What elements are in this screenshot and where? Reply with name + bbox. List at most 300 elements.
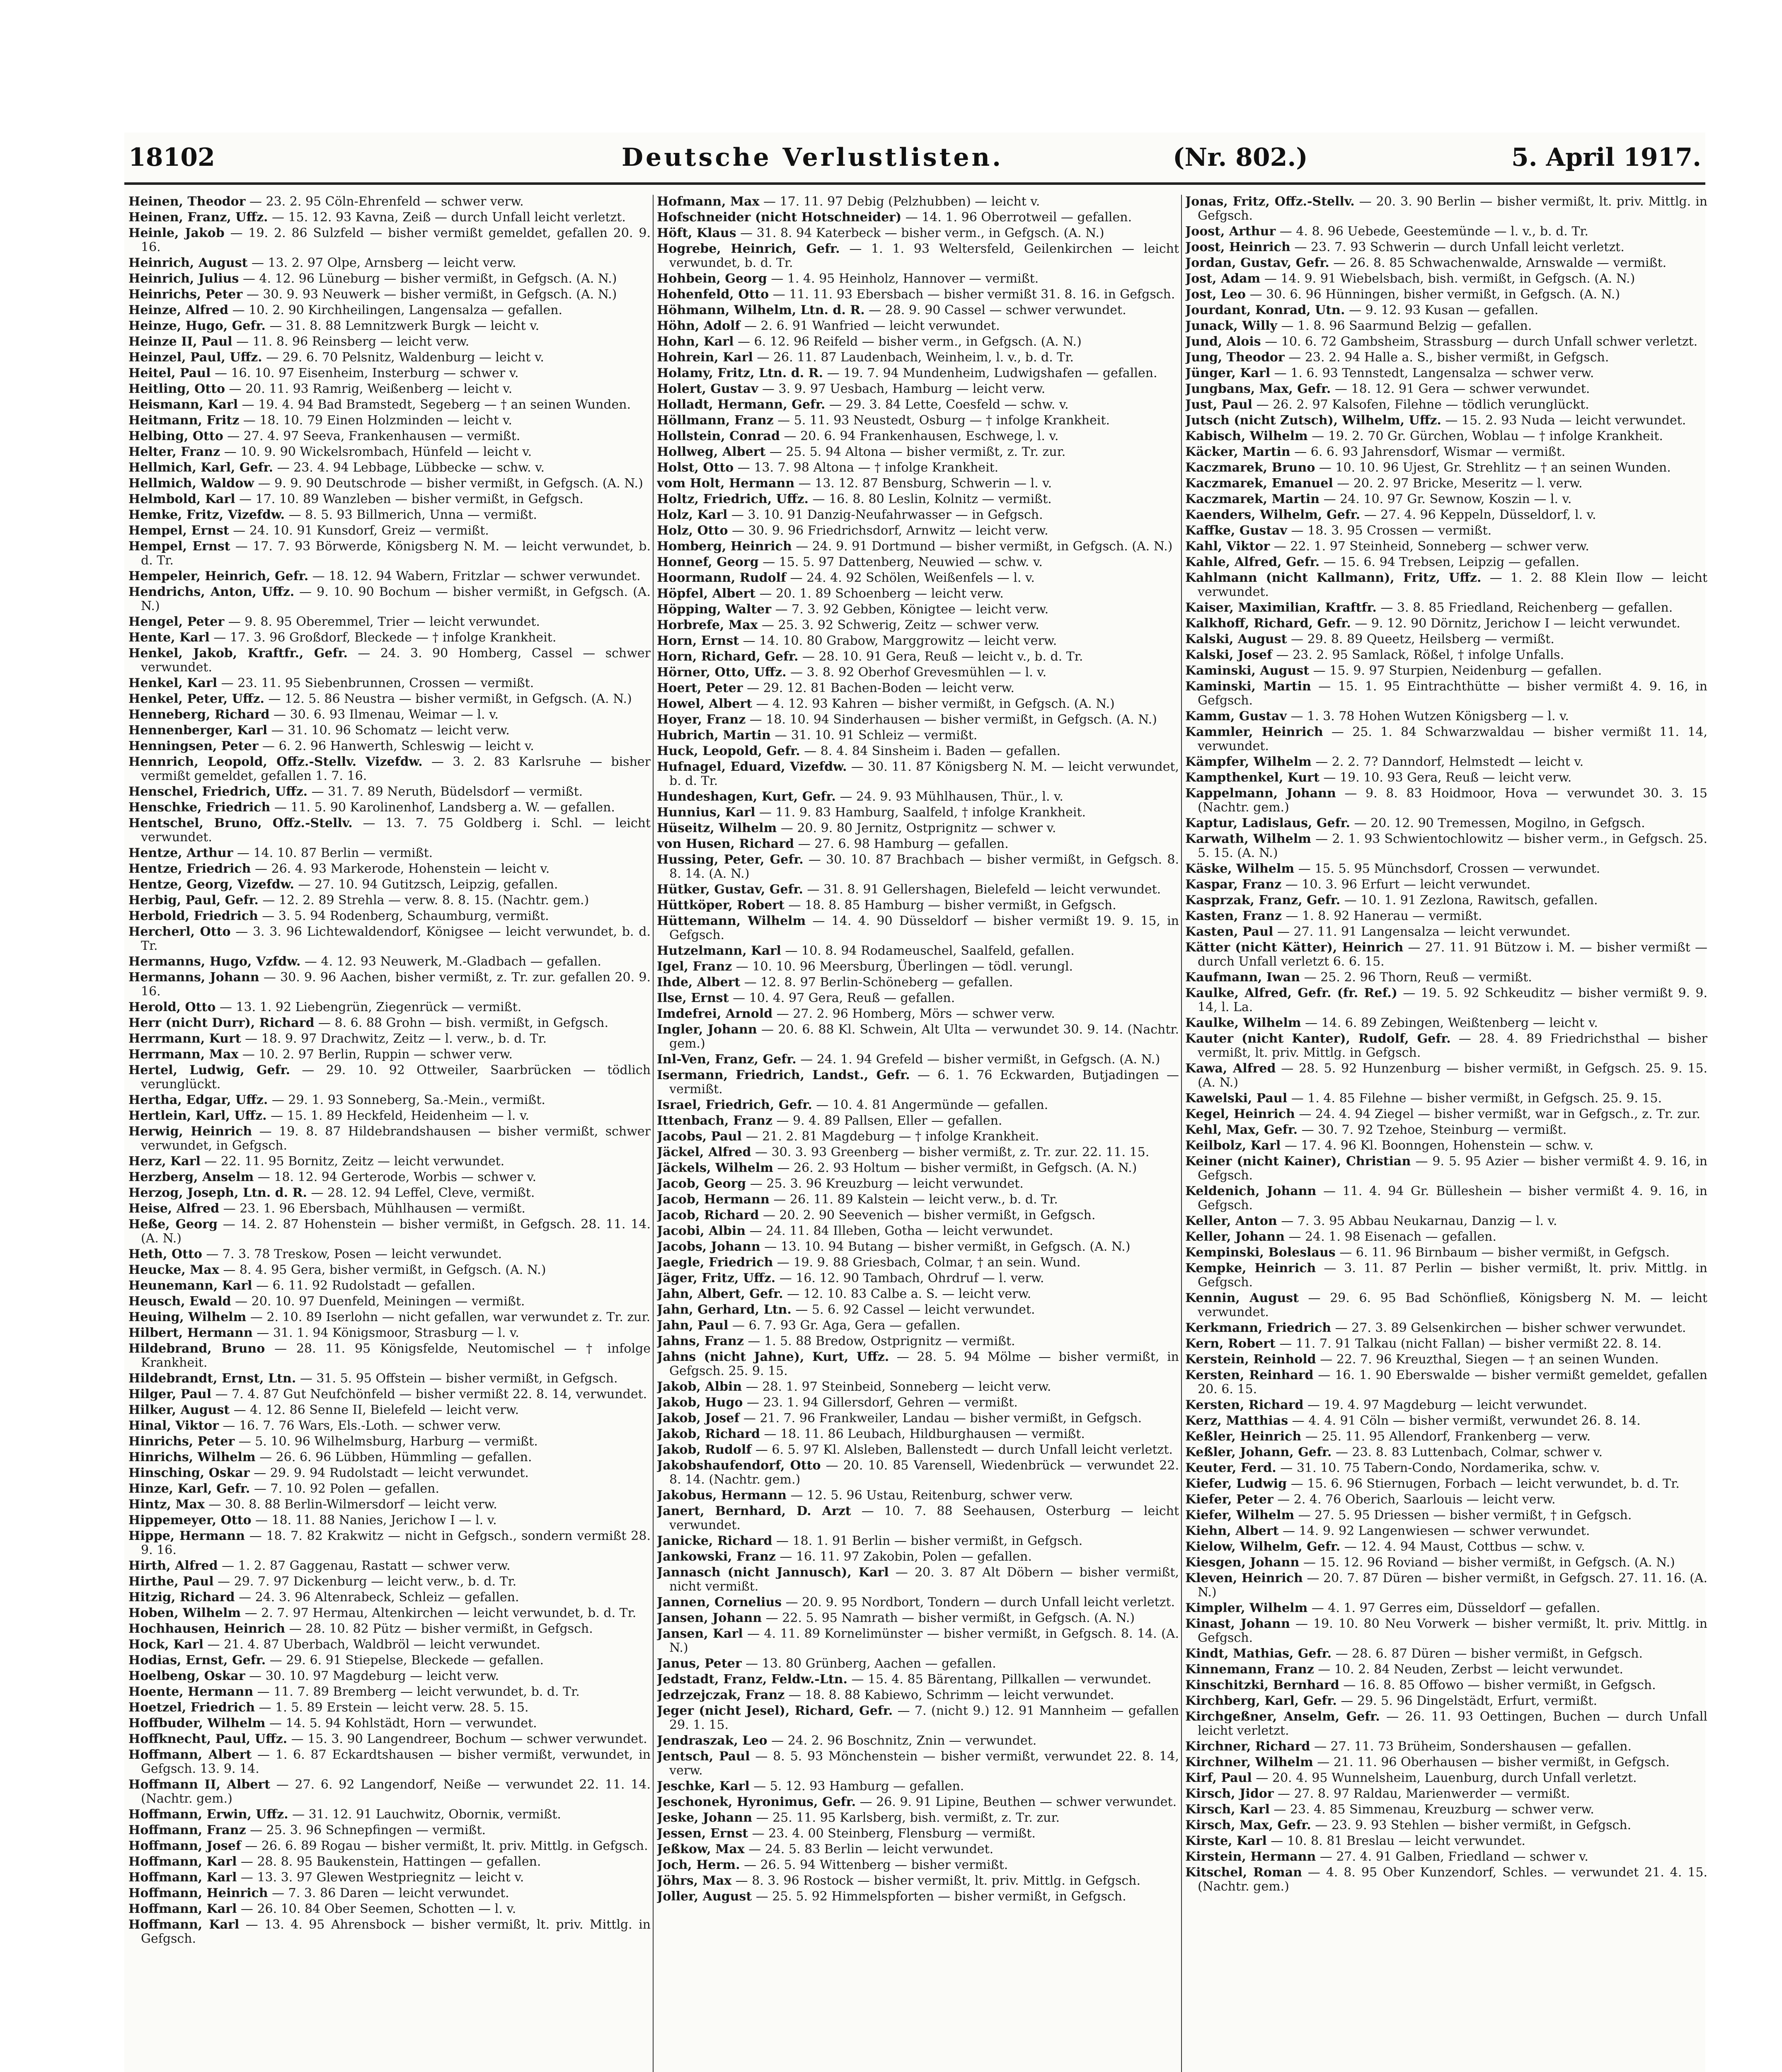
entry-name: Kempinski, Boleslaus xyxy=(1185,1245,1336,1260)
entry-name: Ilse, Ernst xyxy=(657,991,729,1005)
entry-details: — 24. 1. 94 Grefeld — bisher vermißt, in Gefgsch. (A. N.) xyxy=(796,1052,1160,1067)
entry-details: — 29. 8. 89 Queetz, Heilsberg — vermißt. xyxy=(1287,632,1554,646)
entry-details: — 12. 2. 89 Strehla — verw. 8. 8. 15. (Nachtr. gem.) xyxy=(258,893,589,908)
entry-details: — 17. 11. 97 Debig (Pelzhubben) — leicht v. xyxy=(759,195,1040,209)
casualty-entry xyxy=(1185,755,1707,769)
entry-name: Hercherl, Otto xyxy=(128,925,231,939)
casualty-entry xyxy=(128,631,651,645)
entry-details: — 29. 6. 70 Pelsnitz, Waldenburg — leicht v. xyxy=(262,350,544,365)
entry-name: Heusch, Ewald xyxy=(128,1294,231,1309)
casualty-entry xyxy=(657,837,1179,851)
casualty-entry xyxy=(657,477,1179,491)
entry-name: Kempke, Heinrich xyxy=(1185,1261,1316,1276)
casualty-entry xyxy=(128,1590,651,1605)
entry-details: — 21. 2. 81 Magdeburg — † infolge Krankheit. xyxy=(742,1129,1039,1144)
entry-name: Kersten, Reinhard xyxy=(1185,1368,1314,1382)
casualty-entry xyxy=(657,414,1179,428)
casualty-entry xyxy=(128,1748,651,1776)
entry-details: — 12. 8. 97 Berlin-Schöneberg — gefallen. xyxy=(740,975,1013,990)
casualty-entry xyxy=(657,1704,1179,1732)
entry-name: Heinrich, August xyxy=(128,256,248,270)
entry-name: Hirth, Alfred xyxy=(128,1559,218,1573)
casualty-entry xyxy=(657,960,1179,974)
entry-details: — 23. 9. 93 Stehlen — bisher vermißt, in Gefgsch. xyxy=(1311,1818,1632,1832)
casualty-entry xyxy=(128,1669,651,1683)
casualty-entry xyxy=(1185,1771,1707,1785)
entry-details: — 1. 8. 92 Hanerau — vermißt. xyxy=(1281,909,1482,923)
casualty-entry xyxy=(128,445,651,459)
casualty-entry xyxy=(1185,1155,1707,1183)
entry-details: — 13. 1. 92 Liebengrün, Ziegenrück — vermißt. xyxy=(215,1000,522,1014)
casualty-entry xyxy=(657,1673,1179,1687)
entry-name: Jahns (nicht Jahne), Kurt, Uffz. xyxy=(657,1350,889,1364)
entry-name: Jessen, Ernst xyxy=(657,1826,748,1841)
casualty-entry xyxy=(657,1319,1179,1333)
entry-name: Höpfel, Albert xyxy=(657,586,756,601)
entry-details: — 4. 4. 91 Cöln — bisher vermißt, verwundet 26. 8. 14. xyxy=(1288,1414,1641,1428)
casualty-entry xyxy=(128,1403,651,1417)
entry-name: Kitschel, Roman xyxy=(1185,1865,1302,1880)
casualty-entry xyxy=(657,1240,1179,1254)
issue-number: (Nr. 802.) xyxy=(1173,143,1308,172)
entry-details: — 28. 8. 95 Baukenstein, Hattingen — gefallen. xyxy=(237,1854,541,1869)
entry-name: Herbold, Friedrich xyxy=(128,909,258,923)
entry-name: Jakobus, Hermann xyxy=(657,1488,787,1503)
entry-details: — 13. 3. 97 Glewen Westpriegnitz — leicht v. xyxy=(237,1870,524,1885)
entry-details: — 26. 11. 93 Oettingen, Buchen — durch Unfall leicht verletzt. xyxy=(1198,1709,1707,1738)
entry-name: Hemke, Fritz, Vizefdw. xyxy=(128,508,285,522)
entry-details: — 19. 7. 94 Mundenheim, Ludwigshafen — gefallen. xyxy=(823,366,1157,380)
entry-name: Jost, Leo xyxy=(1185,287,1246,302)
casualty-entry xyxy=(128,1372,651,1386)
casualty-entry xyxy=(657,1114,1179,1128)
casualty-entry xyxy=(1185,1107,1707,1121)
casualty-entry xyxy=(1185,1461,1707,1475)
entry-details: — 14. 10. 87 Berlin — vermißt. xyxy=(233,846,433,860)
entry-details: — 4. 12. 86 Senne II, Bielefeld — leicht verw. xyxy=(230,1403,519,1417)
entry-name: Hildebrand, Bruno xyxy=(128,1341,265,1356)
casualty-entry xyxy=(1185,1540,1707,1554)
entry-details: — 15. 5. 97 Dattenberg, Neuwied — schw. v. xyxy=(758,555,1043,569)
entry-name: Henneberg, Richard xyxy=(128,707,270,722)
casualty-entry xyxy=(657,382,1179,396)
casualty-entry xyxy=(128,335,651,349)
entry-name: Hoffmann, Josef xyxy=(128,1839,241,1853)
entry-name: Kasprzak, Franz, Gefr. xyxy=(1185,893,1341,908)
casualty-entry xyxy=(128,893,651,908)
entry-details: — 14. 2. 87 Hohenstein — bisher vermißt, in Gefgsch. 28. 11. 14. (A. N.) xyxy=(141,1217,651,1246)
entry-name: Hilger, Paul xyxy=(128,1387,212,1402)
casualty-entry xyxy=(128,1716,651,1731)
entry-details: — 27. 2. 96 Homberg, Mörs — schwer verw. xyxy=(772,1007,1055,1021)
casualty-entry xyxy=(1185,1818,1707,1832)
casualty-entry xyxy=(128,1032,651,1046)
entry-details: — 27. 11. 91 Langensalza — leicht verwundet. xyxy=(1273,925,1571,939)
entry-name: Kaczmarek, Bruno xyxy=(1185,460,1315,475)
entry-details: — 18. 7. 82 Krakwitz — nicht in Gefgsch., sondern vermißt 28. 9. 16. xyxy=(141,1529,651,1557)
entry-details: — 5. 10. 96 Wilhelmsburg, Harburg — vermißt. xyxy=(235,1434,538,1449)
entry-details: — 10. 8. 94 Rodameuschel, Saalfeld, gefallen. xyxy=(781,944,1075,958)
entry-name: Isermann, Friedrich, Landst., Gefr. xyxy=(657,1068,910,1082)
casualty-entry xyxy=(1185,1230,1707,1244)
entry-details: — 28. 5. 94 Mölme — bisher vermißt, in Gefgsch. 25. 9. 15. xyxy=(669,1350,1179,1378)
casualty-entry xyxy=(128,1218,651,1246)
casualty-entry xyxy=(128,272,651,286)
entry-name: Hüttköper, Robert xyxy=(657,898,784,913)
entry-name: Junack, Willy xyxy=(1185,319,1277,333)
entry-name: Kinschitzki, Bernhard xyxy=(1185,1678,1339,1692)
entry-details: — 25. 11. 95 Karlsberg, bish. vermißt, z. Tr. zur. xyxy=(752,1811,1060,1825)
entry-name: Jund, Alois xyxy=(1185,334,1261,349)
entry-details: — 31. 8. 88 Lemnitzwerk Burgk — leicht v. xyxy=(265,319,540,333)
entry-name: Kirsch, Jidor xyxy=(1185,1786,1274,1801)
casualty-entry xyxy=(128,1419,651,1433)
entry-name: Heitling, Otto xyxy=(128,382,225,396)
entry-details: — 4. 12. 96 Lüneburg — bisher vermißt, in Gefgsch. (A. N.) xyxy=(239,271,617,286)
entry-name: Kaiser, Maximilian, Kraftfr. xyxy=(1185,600,1377,615)
casualty-entry xyxy=(1185,1803,1707,1817)
entry-details: — 20. 2. 97 Bricke, Meseritz — l. verw. xyxy=(1333,476,1583,491)
casualty-entry xyxy=(128,1685,651,1699)
entry-details: — 30. 6. 96 Hünningen, bisher vermißt, in Gefgsch. (A. N.) xyxy=(1246,287,1620,302)
casualty-entry xyxy=(1185,617,1707,631)
casualty-entry xyxy=(1185,445,1707,459)
entry-details: — 11. 7. 89 Bremberg — leicht verwundet, b. d. Tr. xyxy=(253,1685,580,1699)
entry-name: Jentsch, Paul xyxy=(657,1749,750,1764)
entry-name: Hutzelmann, Karl xyxy=(657,944,781,958)
entry-details: — 14. 1. 96 Oberrotweil — gefallen. xyxy=(901,210,1132,225)
entry-details: — 15. 1. 89 Heckfeld, Heidenheim — l. v. xyxy=(266,1109,529,1123)
casualty-entry xyxy=(128,1186,651,1200)
casualty-entry xyxy=(1185,909,1707,923)
entry-details: — 1. 1. 93 Weltersfeld, Geilenkirchen — leicht verwundet, b. d. Tr. xyxy=(669,242,1179,270)
entry-name: Kauter (nicht Kanter), Rudolf, Gefr. xyxy=(1185,1031,1451,1046)
entry-name: Hohn, Karl xyxy=(657,334,734,349)
entry-details: — 13. 4. 95 Ahrensbock — bisher vermißt, lt. priv. Mittlg. in Gefgsch. xyxy=(141,1917,651,1946)
casualty-entry xyxy=(657,524,1179,538)
issue-date: 5. April 1917. xyxy=(1511,143,1701,172)
entry-name: Jeske, Johann xyxy=(657,1811,753,1825)
entry-details: — 13. 80 Grünberg, Aachen — gefallen. xyxy=(741,1656,996,1671)
entry-details: — 16. 10. 97 Eisenheim, Insterburg — schwer v. xyxy=(211,366,519,380)
entry-name: Kahlmann (nicht Kallmann), Fritz, Uffz. xyxy=(1185,571,1482,585)
entry-details: — 25. 11. 95 Allendorf, Frankenberg — verw. xyxy=(1301,1429,1591,1444)
entry-details: — 27. 10. 94 Gutitzsch, Leipzig, gefallen. xyxy=(294,877,558,892)
entry-details: — 15. 9. 97 Sturpien, Neidenburg — gefallen. xyxy=(1309,663,1602,678)
entry-details: — 10. 7. 88 Seehausen, Osterburg — leicht verwundet. xyxy=(669,1504,1179,1532)
casualty-entry xyxy=(657,1795,1179,1809)
casualty-entry xyxy=(1185,1710,1707,1738)
entry-details: — 3. 8. 85 Friedland, Reichenberg — gefallen. xyxy=(1376,600,1673,615)
entry-details: — 11. 5. 90 Karolinenhof, Landsberg a. W. — gefallen. xyxy=(270,800,615,815)
entry-name: Jäckels, Wilhelm xyxy=(657,1161,773,1175)
casualty-entry xyxy=(1185,1477,1707,1491)
entry-details: — 20. 6. 94 Frankenhausen, Eschwege, l. v. xyxy=(780,429,1059,443)
entry-details: — 6. 5. 97 Kl. Alsleben, Ballenstedt — durch Unfall leicht verletzt. xyxy=(751,1443,1173,1457)
entry-name: Israel, Friedrich, Gefr. xyxy=(657,1098,812,1112)
casualty-entry xyxy=(128,195,651,209)
page-number: 18102 xyxy=(128,143,215,172)
casualty-entry xyxy=(1185,1850,1707,1864)
entry-details: — 3. 2. 83 Karlsruhe — bisher vermißt gemeldet, gefallen 1. 7. 16. xyxy=(141,755,651,783)
entry-details: — 13. 10. 94 Butang — bisher vermißt, in Gefgsch. (A. N.) xyxy=(760,1239,1131,1254)
casualty-entry xyxy=(1185,986,1707,1014)
entry-name: Helmbold, Karl xyxy=(128,492,235,506)
entry-name: Heucke, Max xyxy=(128,1263,219,1277)
entry-name: Höllmann, Franz xyxy=(657,413,774,428)
casualty-entry xyxy=(128,1482,651,1496)
casualty-entry xyxy=(128,878,651,892)
entry-details: — 19. 9. 88 Griesbach, Colmar, † an sein. Wund. xyxy=(773,1255,1081,1270)
entry-details: — 19. 4. 94 Bad Bramstedt, Segeberg — † an seinen Wunden. xyxy=(238,397,631,412)
casualty-entry xyxy=(657,650,1179,664)
entry-name: Jakobshaufendorf, Otto xyxy=(657,1458,821,1473)
casualty-entry xyxy=(1185,1647,1707,1661)
casualty-entry xyxy=(657,1779,1179,1794)
entry-details: — 3. 8. 92 Oberhof Grevesmühlen — l. v. xyxy=(786,665,1047,680)
entry-name: Kaptur, Ladislaus, Gefr. xyxy=(1185,816,1350,830)
casualty-entry xyxy=(657,1459,1179,1487)
entry-name: Hellmich, Waldow xyxy=(128,476,254,491)
entry-details: — 26. 4. 93 Markerode, Hohenstein — leicht v. xyxy=(251,862,550,876)
casualty-entry xyxy=(1185,303,1707,317)
entry-name: Herrmann, Kurt xyxy=(128,1031,241,1046)
entry-name: Holz, Karl xyxy=(657,508,728,522)
entry-name: Kennin, August xyxy=(1185,1291,1299,1305)
entry-name: Henschke, Friedrich xyxy=(128,800,271,815)
entry-details: — 10. 2. 90 Kirchheilingen, Langensalza — gefallen. xyxy=(228,303,563,317)
casualty-entry xyxy=(1185,351,1707,365)
entry-details: — 1. 6. 87 Eckardtshausen — bisher vermißt, verwundet, in Gefgsch. 13. 9. 14. xyxy=(141,1748,651,1776)
casualty-entry xyxy=(128,1513,651,1527)
casualty-entry xyxy=(128,1498,651,1512)
entry-name: Igel, Franz xyxy=(657,959,732,974)
entry-details: — 15. 5. 95 Münchsdorf, Crossen — verwundet. xyxy=(1294,862,1600,876)
casualty-entry xyxy=(128,1263,651,1277)
entry-name: Hendrichs, Anton, Uffz. xyxy=(128,585,295,599)
casualty-entry xyxy=(657,1890,1179,1904)
casualty-entry xyxy=(128,1387,651,1402)
casualty-entry xyxy=(1185,632,1707,646)
entry-name: Kappelmann, Johann xyxy=(1185,786,1336,801)
entry-details: — 8. 4. 95 Gera, bisher vermißt, in Gefgsch. (A. N.) xyxy=(219,1263,546,1277)
casualty-entry xyxy=(1185,398,1707,412)
casualty-entry xyxy=(1185,787,1707,815)
entry-name: Jakob, Rudolf xyxy=(657,1443,752,1457)
entry-name: Herrmann, Max xyxy=(128,1047,239,1062)
casualty-entry xyxy=(657,1427,1179,1441)
casualty-entry xyxy=(128,1279,651,1293)
entry-details: — 30. 9. 93 Neuwerk — bisher vermißt, in Gefgsch. (A. N.) xyxy=(242,287,617,302)
entry-details: — 6. 11. 96 Birnbaum — bisher vermißt, in Gefgsch. xyxy=(1335,1245,1670,1260)
entry-details: — 18. 11. 88 Nanies, Jerichow I — l. v. xyxy=(251,1513,497,1527)
casualty-entry xyxy=(657,1161,1179,1175)
casualty-entry xyxy=(128,1778,651,1806)
entry-details: — 20. 3. 90 Berlin — bisher vermißt, lt. priv. Mittlg. in Gefgsch. xyxy=(1198,195,1707,223)
entry-name: Huck, Leopold, Gefr. xyxy=(657,744,800,758)
casualty-entry xyxy=(1185,225,1707,239)
entry-name: Hodias, Ernst, Gefr. xyxy=(128,1653,266,1668)
entry-name: Inl-Ven, Franz, Gefr. xyxy=(657,1052,797,1067)
entry-name: Herzberg, Anselm xyxy=(128,1170,254,1184)
entry-details: — 15. 1. 95 Eintrachthütte — bisher vermißt 4. 9. 16, in Gefgsch. xyxy=(1198,679,1707,708)
casualty-entry xyxy=(1185,1571,1707,1600)
entry-details: — 5. 6. 92 Cassel — leicht verwundet. xyxy=(791,1302,1035,1317)
entry-name: Helbing, Otto xyxy=(128,429,223,443)
entry-details: — 18. 9. 97 Drachwitz, Zeitz — l. verw., b. d. Tr. xyxy=(241,1031,547,1046)
entry-name: Herz, Karl xyxy=(128,1154,201,1169)
entry-name: Kiefer, Ludwig xyxy=(1185,1477,1287,1491)
casualty-entry xyxy=(1185,1430,1707,1444)
entry-details: — 27. 4. 91 Galben, Friedland — schwer v. xyxy=(1316,1849,1588,1864)
entry-details: — 9. 12. 90 Dörnitz, Jerichow I — leicht verwundet. xyxy=(1351,616,1680,631)
entry-details: — 26. 8. 85 Schwachenwalde, Arnswalde — vermißt. xyxy=(1329,256,1667,270)
entry-name: Hertel, Ludwig, Gefr. xyxy=(128,1063,291,1077)
entry-details: — 25. 5. 92 Himmelspforten — bisher vermißt, in Gefgsch. xyxy=(752,1889,1126,1904)
column-2 xyxy=(657,195,1179,2072)
casualty-entry xyxy=(1185,680,1707,708)
casualty-entry xyxy=(657,571,1179,585)
casualty-entry xyxy=(1185,709,1707,724)
casualty-entry xyxy=(128,226,651,254)
casualty-entry xyxy=(128,1559,651,1573)
entry-name: Hoffmann, Karl xyxy=(128,1902,237,1916)
entry-name: Kirchner, Wilhelm xyxy=(1185,1755,1313,1769)
casualty-entry xyxy=(1185,1368,1707,1397)
entry-details: — 23. 11. 95 Siebenbrunnen, Crossen — vermißt. xyxy=(217,676,534,690)
entry-name: Kinnemann, Franz xyxy=(1185,1662,1314,1677)
entry-details: — 2. 10. 89 Iserlohn — nicht gefallen, war verwundet z. Tr. zur. xyxy=(246,1310,651,1324)
entry-details: — 9. 8. 83 Hoidmoor, Hova — verwundet 30. 3. 15 (Nachtr. gem.) xyxy=(1198,786,1707,815)
casualty-entry xyxy=(128,1466,651,1480)
casualty-entry xyxy=(128,1808,651,1822)
entry-details: — 19. 2. 70 Gr. Gürchen, Woblau — † infolge Krankheit. xyxy=(1307,429,1663,443)
entry-name: Kaminski, August xyxy=(1185,663,1310,678)
casualty-entry xyxy=(1185,1556,1707,1570)
entry-details: — 2. 2. 7? Danndorf, Helmstedt — leicht v. xyxy=(1311,755,1584,769)
entry-details: — 20. 9. 80 Jernitz, Ostprignitz — schwer v. xyxy=(777,821,1056,835)
entry-name: Jakob, Josef xyxy=(657,1411,740,1426)
entry-details: — 31. 1. 94 Königsmoor, Strasburg — l. v. xyxy=(252,1326,519,1340)
entry-details: — 7. 4. 87 Gut Neufchönfeld — bisher vermißt 22. 8. 14, verwundet. xyxy=(211,1387,647,1402)
entry-details: — 1. 8. 96 Saarmund Belzig — gefallen. xyxy=(1277,319,1532,333)
casualty-entry xyxy=(128,971,651,999)
entry-details: — 10. 10. 96 Ujest, Gr. Strehlitz — † an seinen Wunden. xyxy=(1315,460,1671,475)
entry-details: — 8. 5. 93 Billmerich, Unna — vermißt. xyxy=(285,508,537,522)
entry-details: — 20. 10. 97 Duenfeld, Meiningen — vermißt. xyxy=(231,1294,525,1309)
entry-name: Ihde, Albert xyxy=(657,975,741,990)
casualty-entry xyxy=(657,211,1179,225)
casualty-entry xyxy=(657,1842,1179,1857)
entry-name: Kleven, Heinrich xyxy=(1185,1571,1303,1585)
casualty-entry xyxy=(128,846,651,860)
entry-name: Hippemeyer, Otto xyxy=(128,1513,252,1527)
casualty-entry xyxy=(657,634,1179,648)
entry-details: — 30. 11. 87 Königsberg N. M. — leicht verwundet, b. d. Tr. xyxy=(669,760,1179,788)
entry-details: — 4. 12. 93 Kahren — bisher vermißt, in Gefgsch. (A. N.) xyxy=(752,697,1115,711)
casualty-entry xyxy=(657,1380,1179,1394)
entry-details: — 19. 2. 86 Sulzfeld — bisher vermißt gemeldet, gefallen 20. 9. 16. xyxy=(141,226,651,254)
entry-name: Hempel, Ernst xyxy=(128,523,229,538)
casualty-entry xyxy=(128,351,651,365)
entry-details: — 23. 1. 94 Gillersdorf, Gehren — vermißt. xyxy=(743,1395,1018,1410)
entry-name: Hofmann, Max xyxy=(657,195,760,209)
casualty-entry xyxy=(657,508,1179,522)
column-3 xyxy=(1185,195,1707,2072)
entry-details: — 1. 3. 78 Hohen Wutzen Königsberg — l. v. xyxy=(1286,709,1569,724)
casualty-entry xyxy=(657,1443,1179,1457)
casualty-entry xyxy=(128,1638,651,1652)
entry-details: — 18. 12. 94 Gerterode, Worbis — schwer v. xyxy=(254,1170,537,1184)
entry-details: — 15. 4. 85 Bärentang, Pillkallen — verwundet. xyxy=(847,1672,1152,1687)
casualty-entry xyxy=(128,382,651,396)
entry-details: — 30. 7. 92 Tzehoe, Steinburg — vermißt. xyxy=(1298,1123,1567,1137)
entry-details: — 9. 5. 95 Azier — bisher vermißt 4. 9. 16, in Gefgsch. xyxy=(1198,1154,1707,1183)
entry-name: Hentze, Georg, Vizefdw. xyxy=(128,877,294,892)
entry-details: — 11. 11. 93 Ebersbach — bisher vermißt 31. 8. 16. in Gefgsch. xyxy=(769,287,1175,302)
header-rule xyxy=(124,182,1705,185)
casualty-entry xyxy=(657,1827,1179,1841)
entry-details: — 16. 7. 76 Wars, Els.-Loth. — schwer verw. xyxy=(218,1418,501,1433)
entry-details: — 2. 6. 91 Wanfried — leicht verwundet. xyxy=(740,319,1000,333)
casualty-entry xyxy=(657,1350,1179,1378)
entry-details: — 15. 2. 93 Nuda — leicht verwundet. xyxy=(1441,413,1686,428)
entry-name: Jannasch (nicht Jannusch), Karl xyxy=(657,1565,889,1580)
entry-details: — 20. 7. 87 Düren — bisher vermißt, in Gefgsch. 27. 11. 16. (A. N.) xyxy=(1198,1571,1707,1600)
entry-name: Karwath, Wilhelm xyxy=(1185,832,1311,846)
casualty-entry xyxy=(128,414,651,428)
casualty-entry xyxy=(657,1287,1179,1301)
casualty-entry xyxy=(1185,540,1707,554)
entry-name: Henschel, Friedrich, Uffz. xyxy=(128,784,308,799)
entry-details: — 29. 10. 92 Ottweiler, Saarbrücken — tödlich verunglückt. xyxy=(141,1063,651,1092)
entry-name: Hütker, Gustav, Gefr. xyxy=(657,882,803,897)
entry-details: — 7. 10. 92 Polen — gefallen. xyxy=(250,1481,439,1496)
entry-name: Kahle, Alfred, Gefr. xyxy=(1185,555,1320,569)
entry-name: Hinal, Viktor xyxy=(128,1418,219,1433)
casualty-entry xyxy=(1185,1092,1707,1106)
entry-name: Kirchberg, Karl, Gefr. xyxy=(1185,1694,1337,1708)
entry-name: Janicke, Richard xyxy=(657,1534,772,1548)
entry-name: Hoyer, Franz xyxy=(657,712,746,727)
entry-name: Hentschel, Bruno, Offz.-Stellv. xyxy=(128,816,353,830)
entry-details: — 14. 4. 90 Düsseldorf — bisher vermißt 19. 9. 15, in Gefgsch. xyxy=(669,914,1179,942)
casualty-entry xyxy=(128,739,651,753)
entry-details: — 15. 12. 93 Kavna, Zeiß — durch Unfall leicht verletzt. xyxy=(268,210,626,225)
entry-details: — 12. 10. 83 Calbe a. S. — leicht verw. xyxy=(783,1287,1031,1301)
entry-name: Jost, Adam xyxy=(1185,271,1261,286)
entry-name: Hollstein, Conrad xyxy=(657,429,780,443)
entry-details: — 24. 10. 97 Gr. Sewnow, Koszin — l. v. xyxy=(1320,492,1572,506)
entry-name: Heinle, Jakob xyxy=(128,226,225,240)
entry-name: Hildebrandt, Ernst, Ltn. xyxy=(128,1371,296,1386)
entry-details: — 19. 10. 80 Neu Vorwerk — bisher vermißt, lt. priv. Mittlg. in Gefgsch. xyxy=(1198,1617,1707,1645)
entry-details: — 10. 8. 81 Breslau — leicht verwundet. xyxy=(1266,1834,1525,1848)
casualty-entry xyxy=(128,1902,651,1916)
entry-name: Heise, Alfred xyxy=(128,1201,220,1216)
casualty-entry xyxy=(128,1839,651,1853)
casualty-entry xyxy=(1185,1261,1707,1290)
entry-name: Jeßkow, Max xyxy=(657,1842,745,1857)
entry-name: Hertlein, Karl, Uffz. xyxy=(128,1109,267,1123)
casualty-entry xyxy=(128,615,651,629)
entry-details: — 26. 9. 91 Lipine, Beuthen — schwer verwundet. xyxy=(856,1795,1177,1809)
entry-name: Hoffmann, Karl xyxy=(128,1917,240,1932)
entry-details: — 6. 2. 96 Hanwerth, Schleswig — leicht v. xyxy=(258,739,534,753)
entry-name: Käcker, Martin xyxy=(1185,445,1290,459)
casualty-entry xyxy=(1185,571,1707,599)
casualty-entry xyxy=(1185,771,1707,785)
